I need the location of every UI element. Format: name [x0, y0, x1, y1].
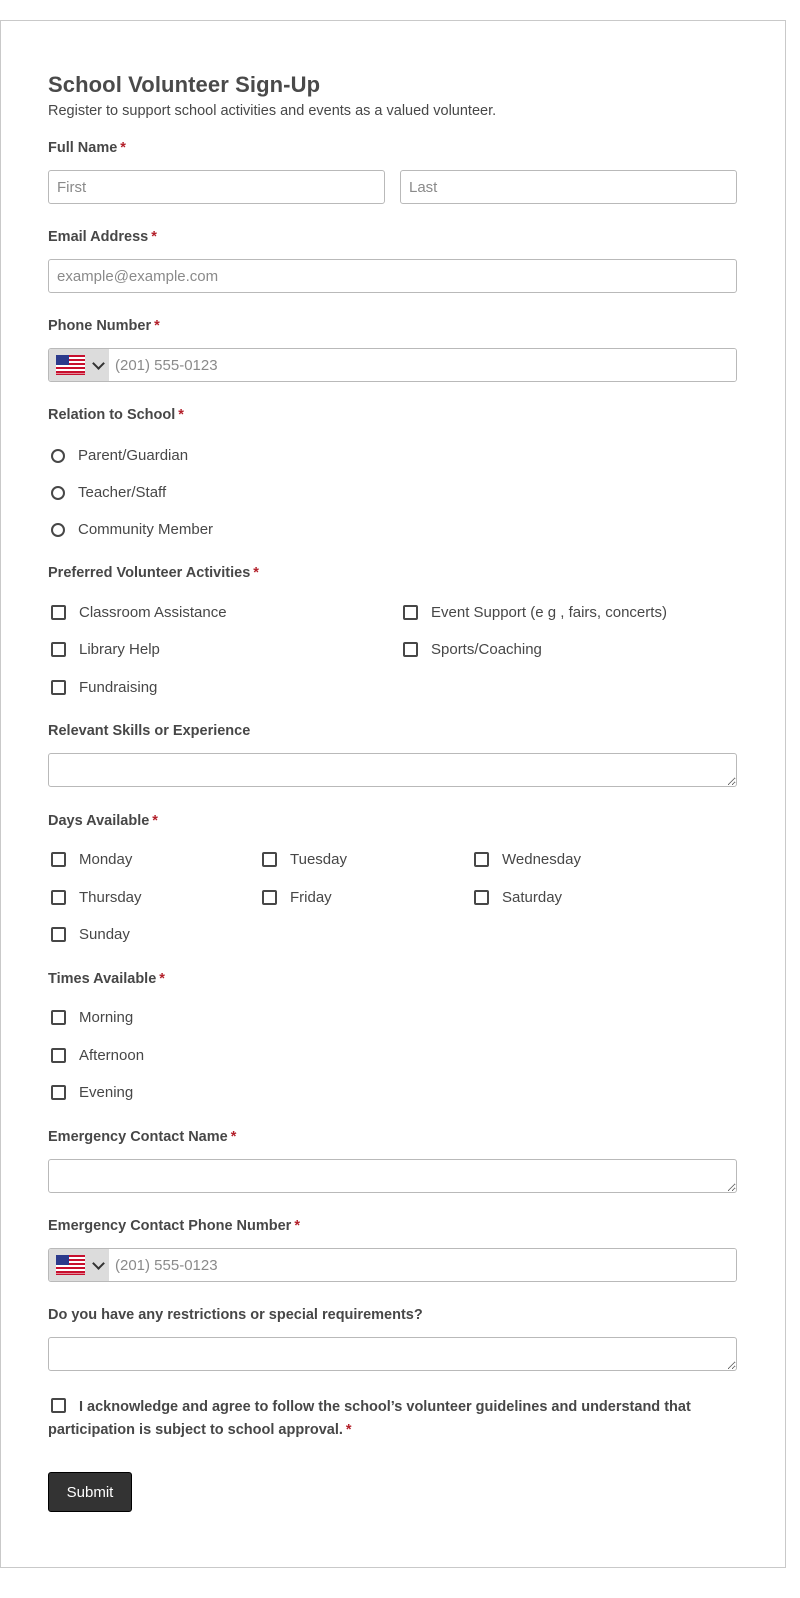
- chevron-down-icon: [92, 1257, 105, 1270]
- checkbox[interactable]: [51, 852, 66, 867]
- checkbox[interactable]: [262, 852, 277, 867]
- us-flag-icon: [56, 355, 85, 375]
- checkbox[interactable]: [51, 890, 66, 905]
- checkbox[interactable]: [403, 605, 418, 620]
- activity-library[interactable]: [51, 641, 160, 658]
- activity-event-support[interactable]: [403, 604, 667, 621]
- full-name-label: [48, 140, 126, 156]
- radio-button[interactable]: [51, 449, 65, 463]
- phone-label-text: Phone Number: [48, 318, 152, 334]
- emergency-phone-label-text: Emergency Contact Phone Number: [48, 1218, 292, 1234]
- times-label: [48, 971, 165, 987]
- emergency-name-textarea[interactable]: [48, 1159, 737, 1193]
- option-label: Morning: [79, 1009, 134, 1026]
- activities-label-text: Preferred Volunteer Activities: [48, 565, 251, 581]
- required-marker: *: [154, 318, 160, 334]
- activity-sports[interactable]: [403, 641, 542, 658]
- times-label-text: Times Available: [48, 971, 157, 987]
- restrictions-textarea[interactable]: [48, 1337, 737, 1371]
- checkbox[interactable]: [51, 1085, 66, 1100]
- day-wednesday[interactable]: [474, 851, 581, 868]
- relation-option-community[interactable]: [51, 521, 213, 538]
- form-subtitle: Register to support school activities and events as a valued volunteer.: [48, 103, 497, 119]
- days-label-text: Days Available: [48, 813, 150, 829]
- emergency-phone-input[interactable]: [109, 1249, 736, 1281]
- phone-input[interactable]: [109, 349, 736, 381]
- option-label: Wednesday: [502, 851, 581, 868]
- checkbox[interactable]: [262, 890, 277, 905]
- option-label: Afternoon: [79, 1047, 145, 1064]
- emergency-name-label-text: Emergency Contact Name: [48, 1129, 228, 1145]
- skills-textarea[interactable]: [48, 753, 737, 787]
- option-label: Library Help: [79, 641, 160, 658]
- emergency-phone-field: [48, 1248, 737, 1282]
- relation-option-parent[interactable]: [51, 447, 188, 464]
- checkbox[interactable]: [51, 680, 66, 695]
- day-friday[interactable]: [262, 889, 332, 906]
- required-marker: *: [152, 813, 158, 829]
- checkbox[interactable]: [403, 642, 418, 657]
- acknowledge-row[interactable]: [48, 1396, 738, 1442]
- acknowledge-checkbox[interactable]: [51, 1398, 66, 1413]
- time-morning[interactable]: [51, 1009, 133, 1026]
- email-input[interactable]: [48, 259, 737, 293]
- acknowledge-text: I acknowledge and agree to follow the school’s volunteer guidelines and understand that participation is subject to school approval.: [48, 1399, 691, 1438]
- form-title: School Volunteer Sign-Up: [48, 72, 321, 97]
- day-tuesday[interactable]: [262, 851, 347, 868]
- radio-button[interactable]: [51, 486, 65, 500]
- us-flag-icon: [56, 1255, 85, 1275]
- phone-field: [48, 348, 737, 382]
- checkbox[interactable]: [51, 927, 66, 942]
- option-label: Tuesday: [290, 851, 347, 868]
- email-label-text: Email Address: [48, 229, 149, 245]
- option-label: Sunday: [79, 926, 130, 943]
- required-marker: *: [151, 229, 157, 245]
- full-name-label-text: Full Name: [48, 140, 118, 156]
- option-label: Monday: [79, 851, 133, 868]
- form-card: [0, 20, 786, 1568]
- time-afternoon[interactable]: [51, 1047, 144, 1064]
- checkbox[interactable]: [474, 852, 489, 867]
- checkbox[interactable]: [51, 642, 66, 657]
- last-name-input[interactable]: [400, 170, 737, 204]
- emergency-name-label: [48, 1129, 236, 1145]
- required-marker: *: [120, 140, 126, 156]
- day-thursday[interactable]: [51, 889, 142, 906]
- option-label: Community Member: [78, 521, 214, 538]
- activities-label: [48, 565, 259, 581]
- option-label: Evening: [79, 1084, 134, 1101]
- day-sunday[interactable]: [51, 926, 130, 943]
- option-label: Event Support (e g , fairs, concerts): [431, 604, 667, 621]
- option-label: Classroom Assistance: [79, 604, 227, 621]
- checkbox[interactable]: [474, 890, 489, 905]
- option-label: Friday: [290, 889, 332, 906]
- phone-label: [48, 318, 160, 334]
- relation-label: [48, 407, 184, 423]
- chevron-down-icon: [92, 357, 105, 370]
- country-code-select[interactable]: [49, 349, 109, 381]
- checkbox[interactable]: [51, 605, 66, 620]
- option-label: Fundraising: [79, 679, 158, 696]
- submit-button[interactable]: Submit: [48, 1472, 132, 1512]
- checkbox[interactable]: [51, 1048, 66, 1063]
- relation-option-teacher[interactable]: [51, 484, 166, 501]
- day-saturday[interactable]: [474, 889, 562, 906]
- relation-label-text: Relation to School: [48, 407, 176, 423]
- country-code-select[interactable]: [49, 1249, 109, 1281]
- restrictions-label: Do you have any restrictions or special requirements?: [48, 1307, 423, 1323]
- required-marker: *: [178, 407, 184, 423]
- radio-button[interactable]: [51, 523, 65, 537]
- required-marker: *: [230, 1129, 237, 1145]
- email-label: [48, 229, 157, 245]
- option-label: Saturday: [502, 889, 563, 906]
- option-label: Teacher/Staff: [78, 484, 167, 501]
- option-label: Parent/Guardian: [78, 447, 189, 464]
- required-marker: *: [345, 1422, 352, 1438]
- time-evening[interactable]: [51, 1084, 133, 1101]
- option-label: Thursday: [79, 889, 142, 906]
- emergency-phone-label: [48, 1218, 300, 1234]
- day-monday[interactable]: [51, 851, 132, 868]
- skills-label: Relevant Skills or Experience: [48, 723, 251, 739]
- activity-classroom[interactable]: [51, 604, 227, 621]
- days-label: [48, 813, 158, 829]
- option-label: Sports/Coaching: [431, 641, 542, 658]
- activity-fundraising[interactable]: [51, 679, 157, 696]
- required-marker: *: [294, 1218, 300, 1234]
- required-marker: *: [253, 565, 259, 581]
- checkbox[interactable]: [51, 1010, 66, 1025]
- first-name-input[interactable]: [48, 170, 385, 204]
- required-marker: *: [159, 971, 165, 987]
